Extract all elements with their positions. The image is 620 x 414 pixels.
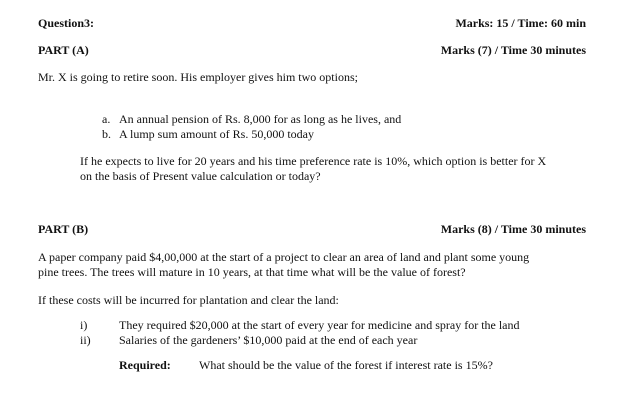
cost-i-marker: i) (80, 318, 88, 332)
part-a-intro: Mr. X is going to retire soon. His employer gives him two options; (38, 70, 358, 84)
option-b-text: A lump sum amount of Rs. 50,000 today (119, 127, 314, 141)
option-b-marker: b. (102, 127, 111, 141)
costs-intro: If these costs will be incurred for plantation and clear the land: (38, 293, 339, 307)
option-a-text: An annual pension of Rs. 8,000 for as long as he lives, and (119, 112, 402, 126)
part-b-marks: Marks (8) / Time 30 minutes (440, 222, 586, 236)
part-b-paragraph-line-1: A paper company paid $4,00,000 at the start of a project to clear an area of land and plant some young (38, 250, 530, 264)
part-a-question-line-1: If he expects to live for 20 years and his time preference rate is 10%, which option is better for X (80, 154, 547, 168)
part-a-marks: Marks (7) / Time 30 minutes (440, 43, 586, 57)
part-b-paragraph-line-2: pine trees. The trees will mature in 10 years, at that time what will be the value of forest? (38, 265, 466, 279)
cost-ii-marker: ii) (80, 333, 91, 347)
part-b-title: PART (B) (38, 222, 89, 236)
cost-ii-text: Salaries of the gardeners’ $10,000 paid at the end of each year (119, 333, 418, 347)
part-a-question-line-2: on the basis of Present value calculation or today? (80, 169, 321, 183)
total-marks: Marks: 15 / Time: 60 min (455, 16, 586, 30)
required-text: What should be the value of the forest if interest rate is 15%? (199, 358, 493, 372)
option-a-marker: a. (102, 112, 111, 126)
part-a-title: PART (A) (38, 43, 89, 57)
cost-i-text: They required $20,000 at the start of every year for medicine and spray for the land (119, 318, 520, 332)
question-heading: Question3: (38, 16, 95, 30)
required-label: Required: (119, 358, 171, 372)
